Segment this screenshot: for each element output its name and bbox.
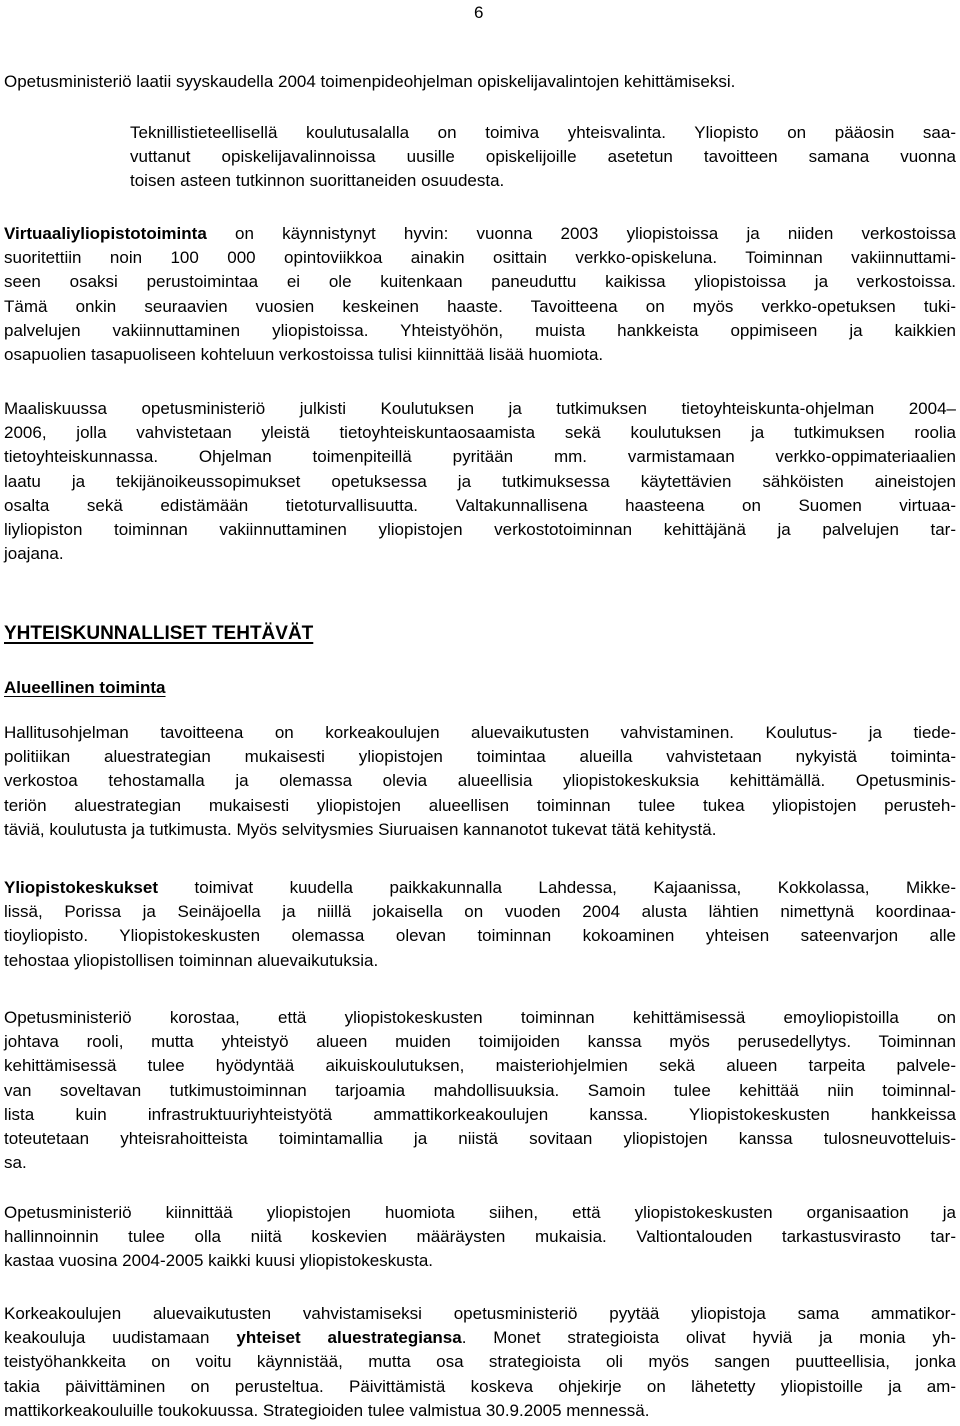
section-heading: YHTEISKUNNALLISET TEHTÄVÄT [4,623,314,644]
text-line [4,1326,956,1350]
text-line: palvelujen vakiinnuttaminen yliopistoissa. Yhteistyöhön, muista hankkeista oppimiseen ja kaikkien [4,320,956,340]
text-line: kehittämisessä tulee hyödyntää aikuiskoulutuksen, maisteriohjelmien sekä alueen tarpeita palvele- [4,1056,956,1076]
text-line: 2006, jolla vahvistetaan yleistä tietoyhteiskuntaosaamista sekä koulutuksen ja tutkimuksen roolia [4,423,956,443]
text-line: verkostoa tehostamalla ja olemassa olevia alueellisia yliopistokeskuksia kehittämällä. Opetusminis- [4,771,956,791]
text-line: Hallitusohjelman tavoitteena on korkeakoulujen aluevaikutusten vahvistaminen. Koulutus- ja tiede- [4,723,956,742]
text-line: Teknillistieteellisellä koulutusalalla on toimiva yhteisvalinta. Yliopisto on pääosin saa- [130,123,956,142]
text-line: teriön aluestrategian mukaisesti yliopistojen alueellisen toiminnan tulee tukea yliopistojen perusteh- [4,795,956,815]
text-line: tehostaa yliopistollisen toiminnan aluevaikutuksia. [4,950,379,970]
text-line: sa. [4,1153,27,1173]
ministry-attention-paragraph [4,1201,956,1274]
text-line: mattikorkeakouluille toukokuussa. Strategioiden tulee valmistua 30.9.2005 mennessä. [4,1400,650,1420]
text-line: hallinnoinnin tulee olla niitä koskevien määräysten mukaisia. Valtiontalouden tarkastusvirasto tar- [4,1227,956,1247]
bold-term: Yliopistokeskukset [4,878,159,897]
text-line: Korkeakoulujen aluevaikutusten vahvistamiseksi opetusministeriö pyytää yliopistoja sama ammatikor- [4,1304,956,1323]
bold-term: Virtuaaliyliopistotoiminta [4,224,207,243]
text-line: kastaa vuosina 2004-2005 kaikki kuusi yliopistokeskusta. [4,1251,434,1271]
text-line: takia päivittäminen on perusteltua. Päivittämistä koskeva ohjekirje on lähetetty yliopistoille ja am- [4,1376,956,1396]
text-line: toisen asteen tutkinnon suorittaneiden osuudesta. [130,171,505,191]
text-line: osalta sekä edistämään tietoturvallisuutta. Valtakunnallisena haasteena on Suomen virtuaa- [4,495,956,515]
text-line: politiikan aluestrategian mukaisesti yliopistojen toimintaa alueilla vahvistetaan nykyistä toiminta- [4,747,956,767]
tech-paragraph [130,121,956,194]
text-run: . Monet strategioista olivat hyviä ja monia yh- [461,1328,956,1348]
bold-term: yhteiset aluestrategiansa [236,1328,462,1348]
university-centres-paragraph [4,876,956,973]
text-line: johtava rooli, mutta yhteistyö alueen muiden toimijoiden kanssa myös perusedellytys. Toiminnan [4,1032,956,1052]
page-number: 6 [474,3,484,22]
text-line: suoritettiin noin 100 000 opintoviikkoa ainakin osittain verkko-opiskeluna. Toiminnan vakiinnuttami- [4,248,956,268]
text-run: on käynnistynyt hyvin: vuonna 2003 yliopistoissa ja niiden verkostoissa [206,224,956,243]
text-line: tioyliopisto. Yliopistokeskusten olemassa olevan toiminnan kokoaminen yhteisen sateenvarjon alle [4,926,956,946]
text-run: toimivat kuudella paikkakunnalla Lahdessa, Kajaanissa, Kokkolassa, Mikke- [158,878,956,897]
text-line: van soveltavan tutkimustoiminnan tarjoamia mahdollisuuksia. Samoin tulee kehittää niin toiminnal- [4,1080,956,1100]
text-line: laatu ja tekijänoikeussopimukset opetuksessa ja tutkimuksessa käytettävien sähköisten aineistojen [4,471,956,491]
text-line: Tämä onkin seuraavien vuosien keskeinen haaste. Tavoitteena on myös verkko-opetuksen tuki- [4,296,956,316]
text-line: teistyöhankkeita on voitu käynnistää, mutta osa strategioista oli myös sangen puutteellisia, jonka [4,1352,956,1372]
text-line: Maaliskuussa opetusministeriö julkisti Koulutuksen ja tutkimuksen tietoyhteiskunta-ohjelman 2004– [4,399,956,418]
subsection-heading: Alueellinen toiminta [4,678,166,697]
intro-paragraph [4,70,956,94]
text-line [4,222,956,246]
text-line: Opetusministeriö korostaa, että yliopistokeskusten toiminnan kehittämisessä emoyliopistoilla on [4,1008,956,1027]
ministry-emphasis-paragraph [4,1006,956,1175]
text-line: liyliopiston toiminnan vakiinnuttaminen yliopistojen verkostotoiminnan kehittäjänä ja palvelujen tar- [4,520,956,540]
text-line: täviä, koulutusta ja tutkimusta. Myös selvitysmies Siuruaisen kannanotot tukevat tätä kehitystä. [4,819,717,839]
text-line: osapuolien tasapuoliseen kohteluun verkostoissa tulisi kiinnittää lisää huomiota. [4,345,604,365]
regional-strategy-paragraph [4,1302,956,1423]
virtual-university-paragraph [4,222,956,367]
information-society-paragraph [4,397,956,566]
text-line [4,876,956,900]
text-line: toteutetaan yhteisrahoitteista toimintamallia ja niistä sovitaan yliopistojen kanssa tulosneuvotteluis- [4,1129,956,1149]
text-line: Opetusministeriö laatii syyskaudella 2004 toimenpideohjelman opiskelijavalintojen kehittämiseksi. [4,72,736,91]
regional-paragraph [4,721,956,842]
text-line: vuttanut opiskelijavalinnoissa uusille opiskelijoille asetetun tavoitteen samana vuonna [130,147,956,167]
text-line: Opetusministeriö kiinnittää yliopistojen huomiota siihen, että yliopistokeskusten organisaation ja [4,1203,956,1222]
text-run: keakouluja uudistamaan [4,1328,237,1348]
text-line: lista kuin infrastruktuuriyhteistyötä ammattikorkeakoulujen kanssa. Yliopistokeskusten hankkeissa [4,1104,956,1124]
text-line: tietoyhteiskunnassa. Ohjelman toimenpiteillä pyritään mm. varmistamaan verkko-oppimateriaalien [4,447,956,467]
text-line: joajana. [4,544,64,564]
text-line: seen osaksi perustoimintaa ei ole kuitenkaan paneuduttu kaikissa yliopistoissa ja verkostoissa. [4,272,956,292]
text-line: lissä, Porissa ja Seinäjoella ja niillä jokaisella on vuoden 2004 alusta lähtien nimettynä koordinaa- [4,902,956,922]
